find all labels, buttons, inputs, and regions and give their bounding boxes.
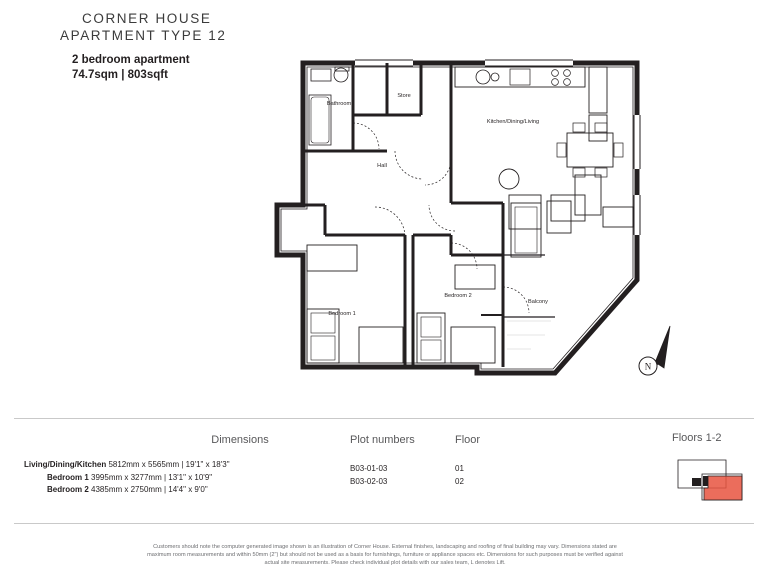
room-label-kitchen-dining-living: Kitchen/Dining/Living bbox=[486, 119, 540, 125]
room-label-balcony: Balcony bbox=[528, 299, 548, 305]
key-plan-diagram bbox=[672, 454, 754, 506]
room-label-store: Store bbox=[397, 93, 411, 99]
floor-value: 02 bbox=[455, 477, 464, 486]
key-plan-title: Floors 1-2 bbox=[672, 432, 722, 444]
compass-north-label: N bbox=[644, 361, 652, 372]
footer-line-1: Customers should note the computer generated image shown is an illustration of Corner House. External finishes, landscaping and roofing of final building may vary. Dimensions stated are bbox=[153, 544, 617, 550]
divider-top bbox=[14, 418, 754, 419]
floor-heading: Floor bbox=[455, 434, 481, 446]
apartment-type: APARTMENT TYPE 12 bbox=[60, 28, 227, 43]
room-label-bathroom: Bathroom bbox=[326, 101, 352, 107]
dimension-value: 4385mm x 2750mm | 14'4" x 9'0" bbox=[91, 485, 208, 494]
floor-value: 01 bbox=[455, 464, 464, 473]
key-plan bbox=[672, 432, 758, 506]
plot-number: B03-01-03 bbox=[350, 464, 388, 473]
dimension-value: 3995mm x 3277mm | 13'1" x 10'9" bbox=[91, 472, 213, 482]
dimensions-table bbox=[14, 434, 334, 497]
dimension-row bbox=[47, 484, 334, 497]
dimension-row bbox=[24, 459, 334, 472]
footer-line-2: maximum room measurements and within 50mm (2") but should not be used as a basis for furnishings, furniture or appliance spaces etc. Dimensions for such purposes must be verified against bbox=[147, 552, 623, 559]
divider-bottom bbox=[14, 523, 754, 524]
footer-line-3: actual site measurements. Please check individual plot details with our sales team, L denotes Lift. bbox=[264, 560, 506, 567]
plot-number: B03-02-03 bbox=[350, 477, 388, 486]
apartment-area: 74.7sqm | 803sqft bbox=[72, 69, 168, 81]
plot-numbers-heading: Plot numbers bbox=[350, 434, 415, 446]
room-label-bedroom-1: Bedroom 1 bbox=[328, 311, 356, 317]
compass bbox=[636, 322, 680, 382]
apartment-subtitle: 2 bedroom apartment bbox=[72, 54, 190, 66]
footer-disclaimer bbox=[100, 543, 670, 568]
dimension-row bbox=[47, 472, 334, 485]
room-label-bedroom-2: Bedroom 2 bbox=[444, 293, 472, 299]
room-label-hall: Hall bbox=[377, 163, 387, 169]
building-name: CORNER HOUSE bbox=[82, 11, 212, 26]
dimension-label: Bedroom 1 bbox=[47, 472, 89, 482]
dimension-value: 5812mm x 5565mm | 19'1" x 18'3" bbox=[108, 460, 230, 469]
floor-plan bbox=[255, 55, 675, 395]
dimension-label: Bedroom 2 bbox=[47, 485, 89, 494]
floor-table bbox=[455, 434, 545, 488]
dimensions-heading: Dimensions bbox=[211, 434, 269, 446]
plot-numbers-table bbox=[350, 434, 460, 488]
dimension-label: Living/Dining/Kitchen bbox=[24, 460, 107, 469]
